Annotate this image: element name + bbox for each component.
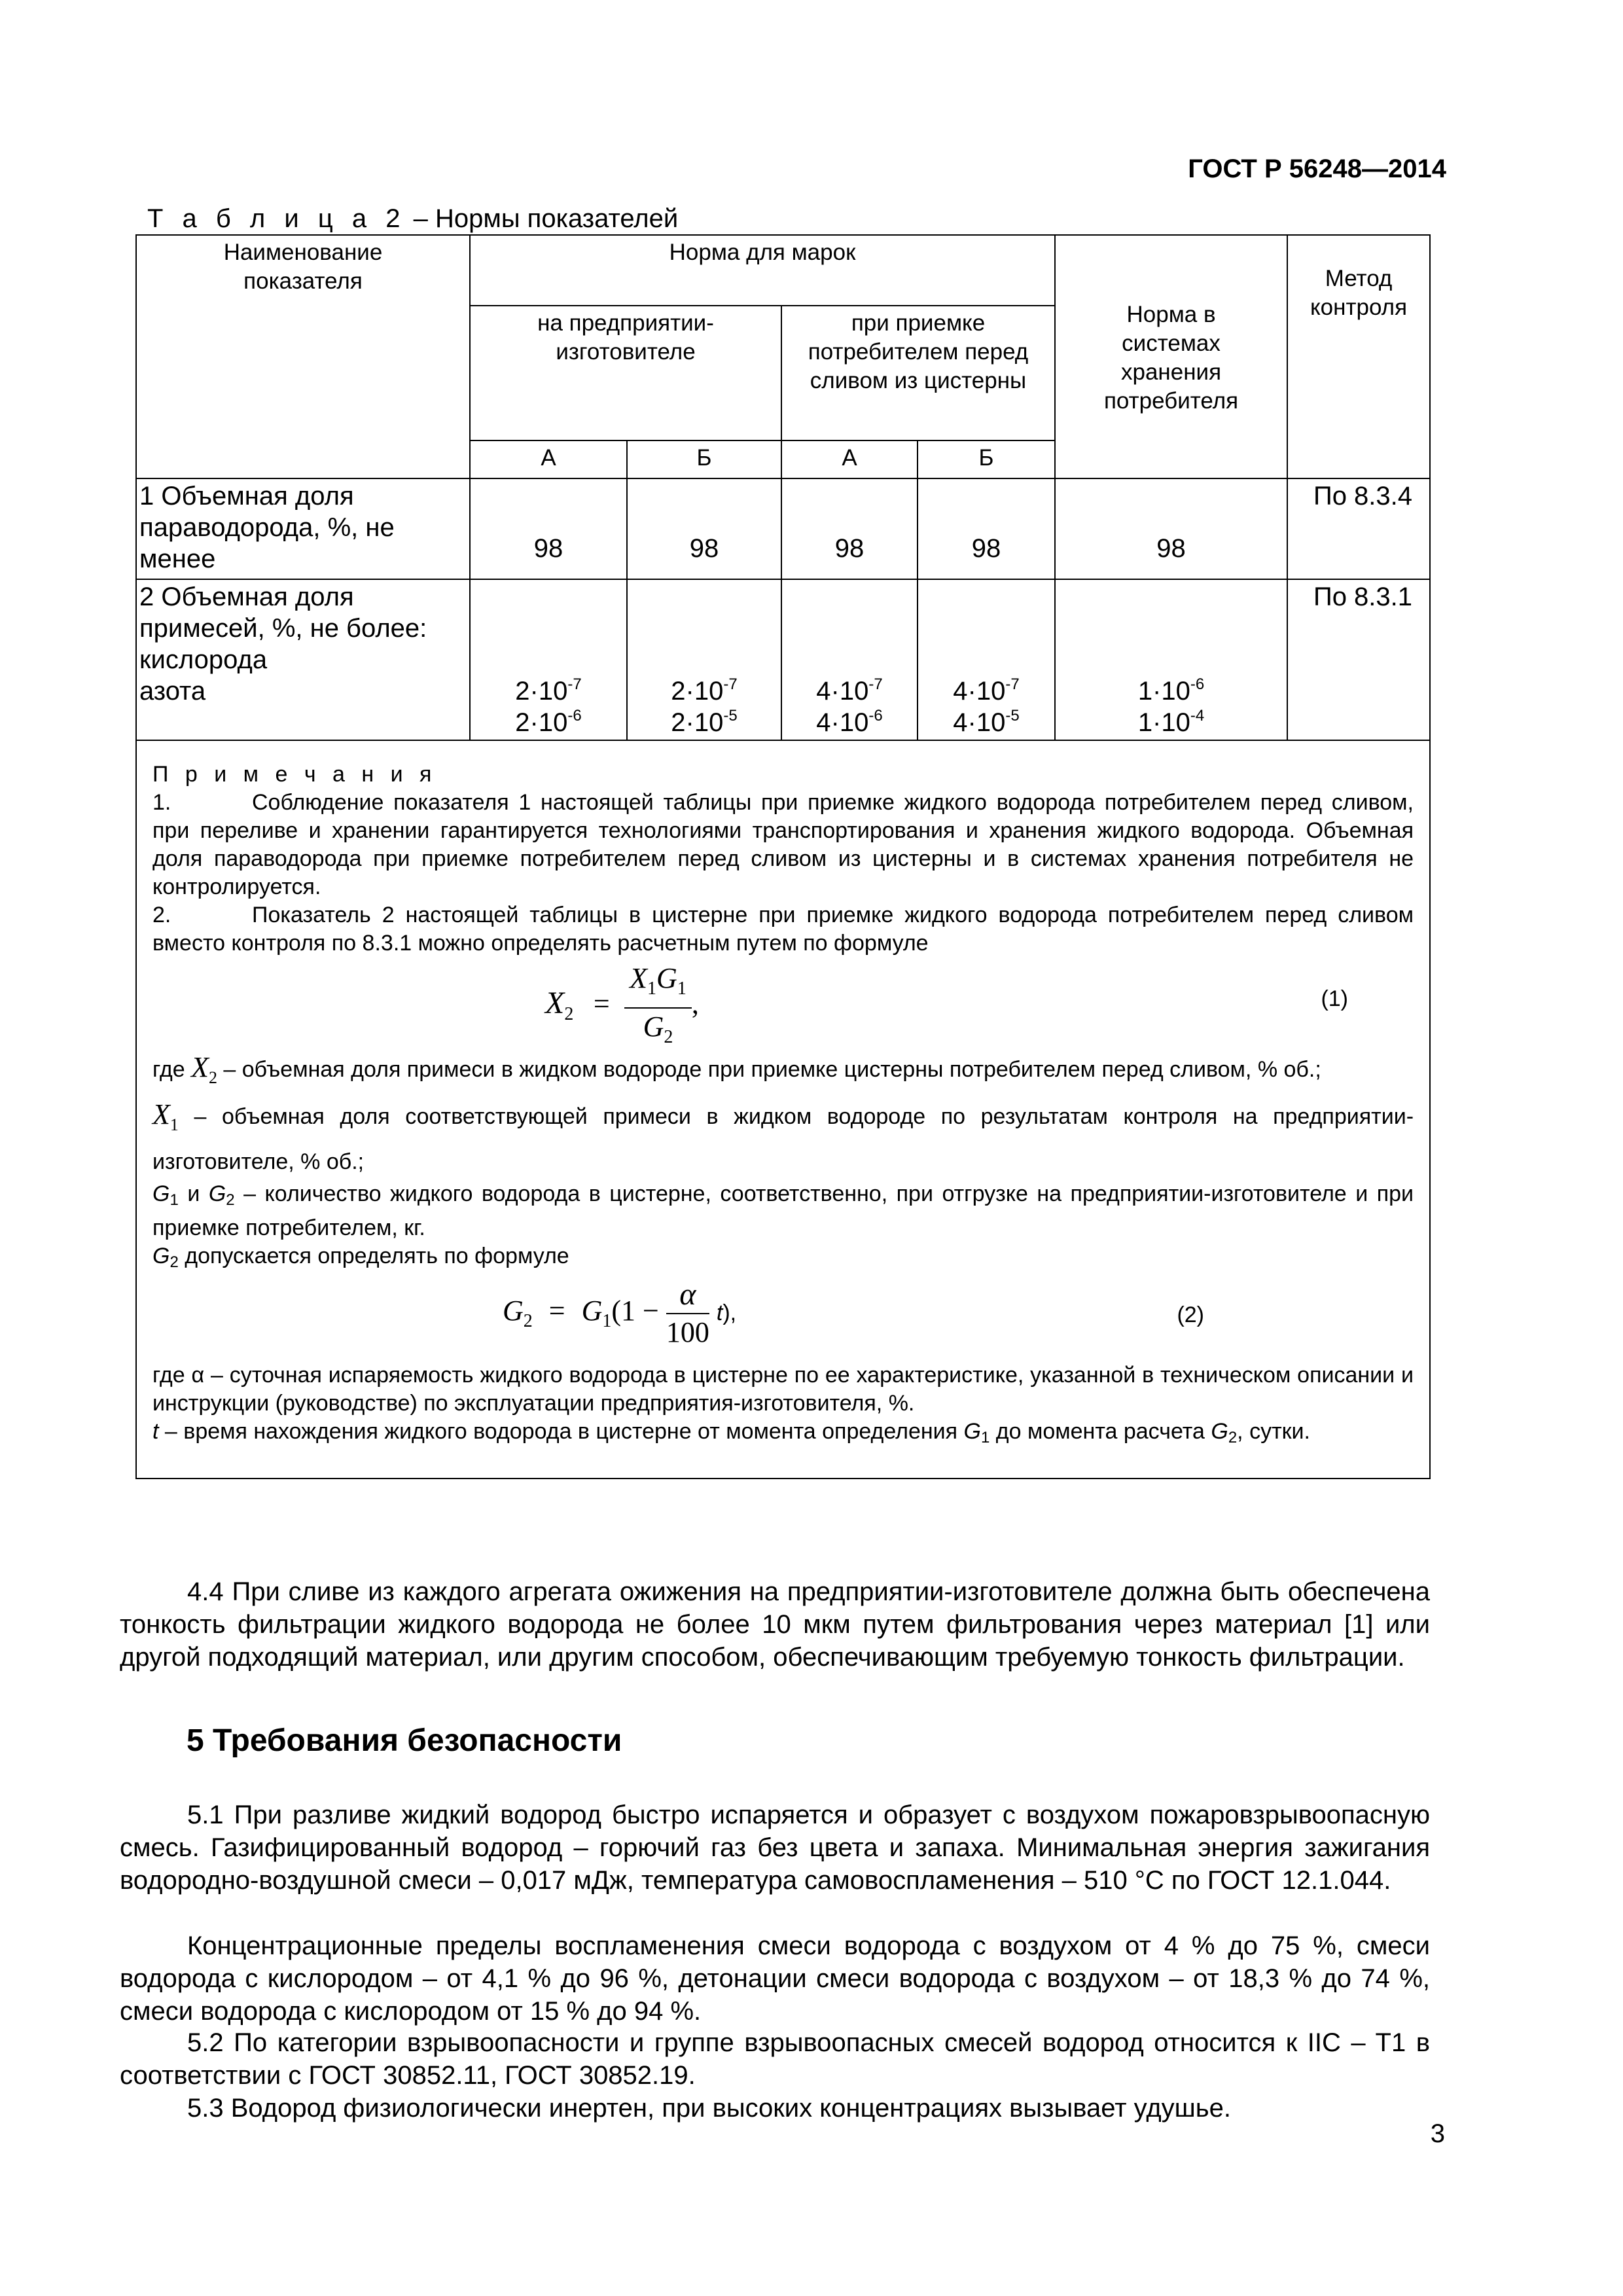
g2-note: $G_2$ допускается определять по формуле xyxy=(152,1244,569,1271)
row2-mfr-b: $2\cdot 10^{-7}$ $2\cdot 10^{-5}$ xyxy=(627,579,781,740)
row2-name-cell xyxy=(136,579,470,740)
row1-mfr-a: 98 xyxy=(470,478,627,579)
formula-2: $G_2 = G_1(1$ − $\frac{\alpha}{100}$ t), (2) xyxy=(503,1277,1205,1348)
row2-nitrogen-label: азота xyxy=(139,677,206,706)
table-title-label: Т а б л и ц а 2 xyxy=(147,204,406,233)
row1-name: 1 Объемная доля параводорода, %, не менее xyxy=(136,478,470,579)
row2-cons-a: $4\cdot 10^{-7}$ $4\cdot 10^{-6}$ xyxy=(781,579,918,740)
formula-1: $X_2$ = $\frac{X_1G_1}{G_2}$ , (1) xyxy=(152,958,1414,1049)
row2-name: 2 Объемная доля примесей, %, не более: xyxy=(139,583,427,643)
header-at-consumer: при приемке потребителем перед сливом из цистерны xyxy=(781,306,1055,440)
header-grade-b-mfr: Б xyxy=(627,440,781,478)
table-notes xyxy=(136,740,1430,1479)
page-number: 3 xyxy=(1430,2119,1445,2148)
header-grade-a-cons: А xyxy=(781,440,918,478)
header-name: Наименование показателя xyxy=(136,235,470,478)
where-g1-g2: $G_1$ и $G_2$ – количество жидкого водорода в цистерне, соответственно, при отгрузке на предприятии-изготовителе и при приемке потребителем, кг. xyxy=(152,1181,1414,1240)
paragraph-4-4: 4.4 При сливе из каждого агрегата ожижения на предприятии-изготовителе должна быть обеспечена тонкость фильтрации жидкого водорода не более 10 мкм путем фильтрования через материал [1] или другой подходящий материал, или другим способом, обеспечивающим требуемую тонкость фильтрации. xyxy=(120,1577,1430,1672)
row1-cons-a: 98 xyxy=(781,478,918,579)
header-grade-a-mfr: А xyxy=(470,440,627,478)
row1-mfr-b: 98 xyxy=(627,478,781,579)
header-at-manufacturer: на предприятии-изготовителе xyxy=(470,306,781,440)
row1-method: По 8.3.4 xyxy=(1287,478,1430,579)
formula-2-number: (2) xyxy=(1177,1302,1205,1327)
paragraph-5-1: 5.1 При разливе жидкий водород быстро испаряется и образует с воздухом пожаровзрывоопасную смесь. Газифицированный водород – горючий газ без цвета и запаха. Минимальная энергия зажигания водородно-воздушной смеси – 0,017 мДж, температура самовоспламенения – 510 °С по ГОСТ 12.1.044. xyxy=(120,1801,1430,1895)
table-title-text: – Нормы показателей xyxy=(406,204,679,233)
paragraph-5-1-limits: Концентрационные пределы воспламенения смеси водорода с воздухом от 4 % до 75 %, смеси водорода с кислородом – от 4,1 % до 96 %, детонации смеси водорода с воздухом – от 18,3 % до 74 %, смеси водорода с кислородом от 15 % до 94 %. xyxy=(120,1931,1430,2026)
row2-oxygen-label: кислорода xyxy=(139,645,268,674)
note-1: 1. Соблюдение показателя 1 настоящей таблицы при приемке жидкого водорода потребителем перед сливом, при переливе и хранении гарантируется технологиями транспортирования и хранения жидкого водорода. Объемная доля параводорода при приемке потребителем перед сливом из цистерны и в системах хранения потребителя не контролируется. xyxy=(152,790,1414,899)
table-title xyxy=(147,204,678,234)
document-code: ГОСТ Р 56248—2014 xyxy=(1188,154,1446,183)
row2-storage: $1\cdot 10^{-6}$ $1\cdot 10^{-4}$ xyxy=(1055,579,1287,740)
where-x1: $X_1$ – объемная доля соответствующей примеси в жидком водороде по результатам контроля на предприятии-изготовителе, % об.; xyxy=(152,1098,1414,1174)
note-2: 2. Показатель 2 настоящей таблицы в цистерне при приемке жидкого водорода потребителем перед сливом вместо контроля по 8.3.1 можно определять расчетным путем по формуле xyxy=(152,903,1414,956)
row2-cons-b: $4\cdot 10^{-7}$ $4\cdot 10^{-5}$ xyxy=(918,579,1055,740)
formula-1-number: (1) xyxy=(1321,986,1349,1011)
row2-mfr-a: $2\cdot 10^{-7}$ $2\cdot 10^{-6}$ xyxy=(470,579,627,740)
where-t: t – время нахождения жидкого водорода в цистерне от момента определения $G_1$ до момента расчета $G_2$, сутки. xyxy=(152,1419,1310,1446)
paragraph-5-2: 5.2 По категории взрывоопасности и группе взрывоопасных смесей водород относится к IIC – T1 в соответствии с ГОСТ 30852.11, ГОСТ 30852.19. xyxy=(120,2028,1430,2090)
row1-cons-b: 98 xyxy=(918,478,1055,579)
row2-method: По 8.3.1 xyxy=(1287,579,1430,740)
header-norm-grades: Норма для марок xyxy=(470,235,1055,306)
where-x2: где $X_2$ – объемная доля примеси в жидком водороде при приемке цистерны потребителем перед сливом, % об.; xyxy=(152,1051,1321,1087)
row1-storage: 98 xyxy=(1055,478,1287,579)
notes-title: П р и м е ч а н и я xyxy=(152,762,437,787)
where-alpha: где α – суточная испаряемость жидкого водорода в цистерне по ее характеристике, указанной в техническом описании и инструкции (руководстве) по эксплуатации предприятия-изготовителя, %. xyxy=(152,1363,1414,1416)
header-grade-b-cons: Б xyxy=(918,440,1055,478)
paragraph-5-3: 5.3 Водород физиологически инертен, при высоких концентрациях вызывает удушье. xyxy=(187,2094,1231,2123)
header-method: Метод контроля xyxy=(1287,235,1430,478)
norms-table xyxy=(135,234,1431,1479)
section-5-title: 5 Требования безопасности xyxy=(187,1723,622,1758)
header-storage-norm: Норма в системах хранения потребителя xyxy=(1055,235,1287,478)
